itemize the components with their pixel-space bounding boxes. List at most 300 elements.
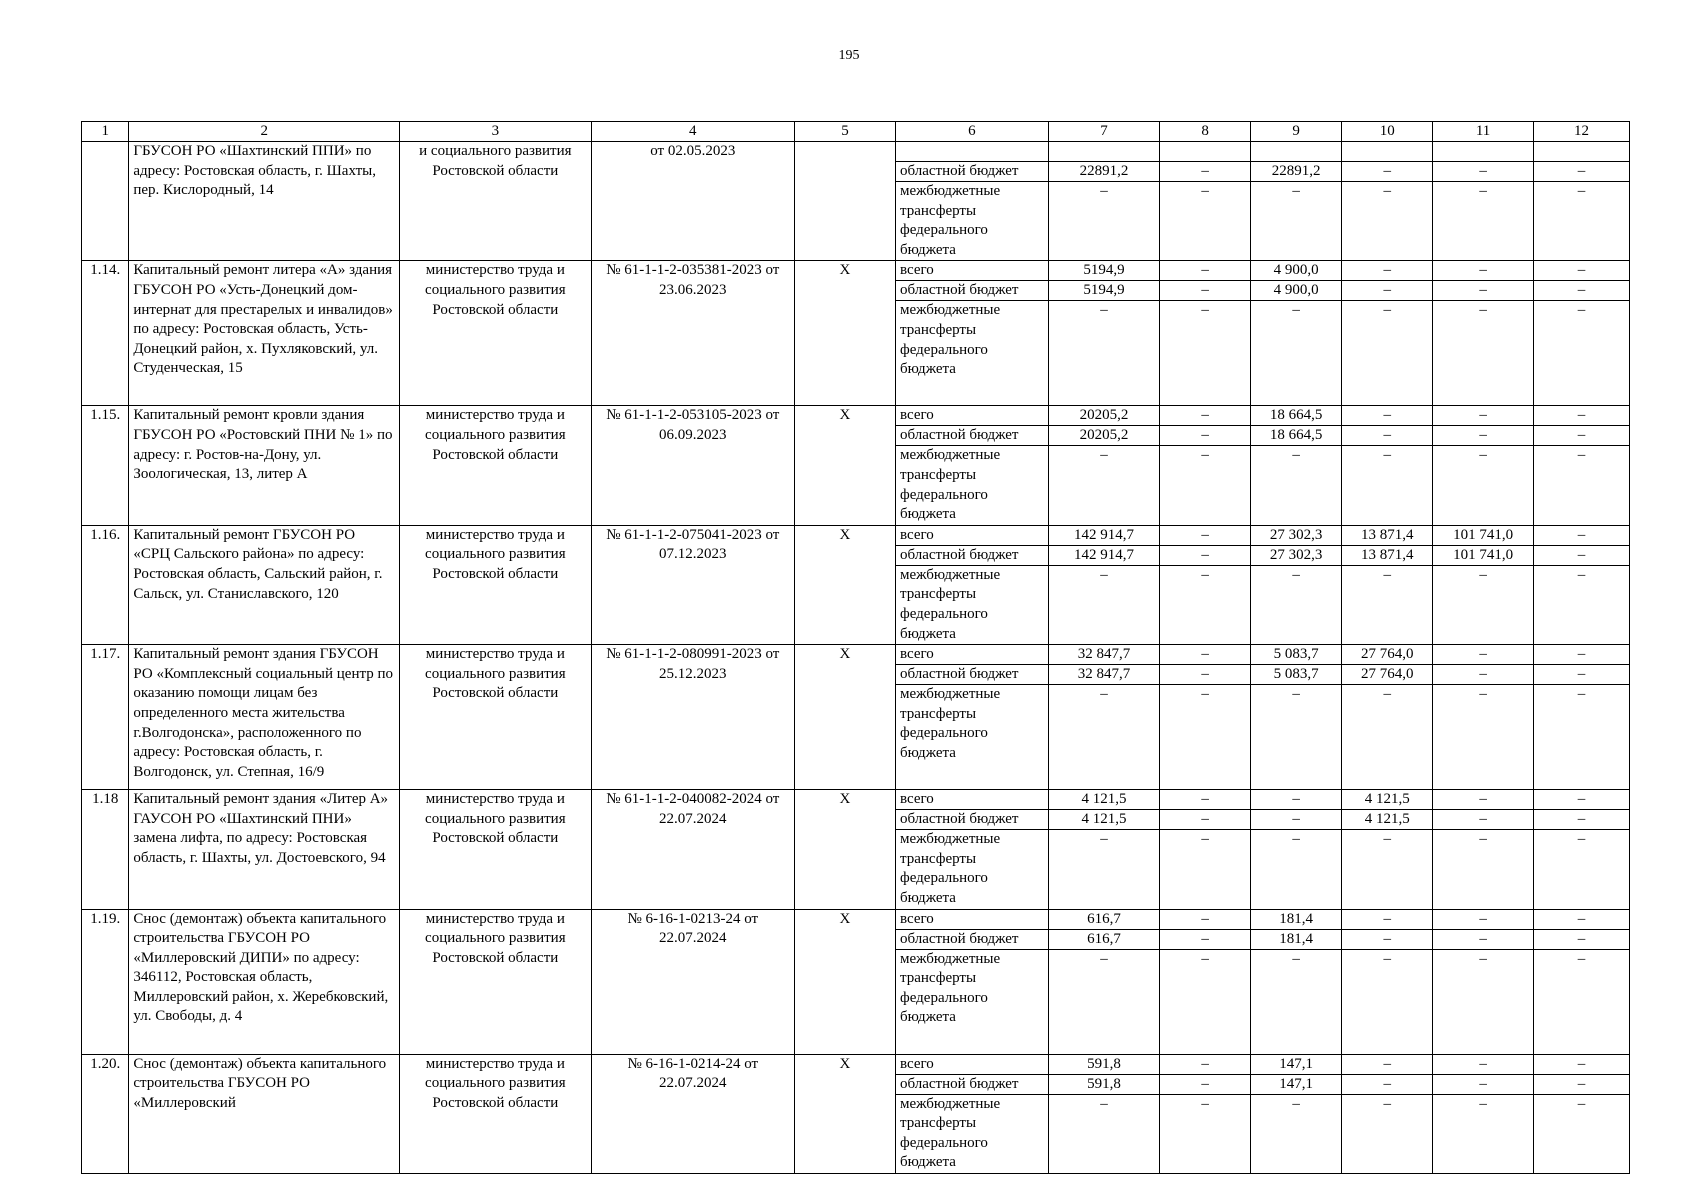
amount-value: –	[1534, 930, 1629, 950]
responsible-agency: министерство труда и социального развития Ростовской области	[400, 261, 592, 406]
amount-cell	[1433, 645, 1534, 790]
column-number: 12	[1534, 122, 1630, 142]
amount-cell	[1534, 406, 1630, 525]
amount-value: 13 871,4	[1342, 546, 1432, 566]
object-name: Капитальный ремонт литера «А» здания ГБУСОН РО «Усть-Донецкий дом-интернат для престарелых и инвалидов» по адресу: Ростовская область, Усть-Донецкий район, х. Пухляковский, ул. Студенческая, 15	[129, 261, 400, 406]
amount-value: –	[1160, 1075, 1250, 1095]
amount-value: –	[1342, 930, 1432, 950]
amount-cell	[1250, 142, 1342, 261]
amount-cell	[1534, 909, 1630, 1054]
amount-value: –	[1201, 950, 1209, 967]
amount-stack	[1251, 790, 1342, 849]
amount-stack	[1251, 1055, 1342, 1114]
column-5-mark: X	[794, 406, 895, 525]
amount-stack	[1049, 142, 1160, 201]
amount-value: –	[1577, 447, 1586, 464]
amount-value: –	[1160, 910, 1250, 930]
amount-value	[1160, 142, 1250, 162]
column-number: 9	[1250, 122, 1342, 142]
amount-stack	[1433, 790, 1533, 849]
amount-cell	[1160, 909, 1251, 1054]
amount-value: –	[1342, 1075, 1432, 1095]
amount-value: –	[1577, 950, 1586, 967]
amount-cell	[1534, 645, 1630, 790]
amount-value: 616,7	[1049, 930, 1160, 950]
amount-stack	[1433, 142, 1533, 201]
funding-source-stack	[896, 645, 1048, 763]
source-label: межбюджетные трансферты федерального бюджета	[899, 566, 1001, 642]
amount-value: –	[1201, 831, 1209, 848]
amount-value: 4 900,0	[1251, 261, 1342, 281]
source-label: межбюджетные трансферты федерального бюджета	[899, 686, 1001, 761]
amount-value: –	[1433, 162, 1533, 182]
amount-value: 4 121,5	[1049, 790, 1160, 810]
amount-cell	[1433, 1054, 1534, 1173]
amount-stack	[1433, 910, 1533, 969]
amount-value: 4 121,5	[1342, 810, 1432, 830]
amount-value: –	[1577, 183, 1586, 199]
amount-value: –	[1292, 302, 1300, 319]
amount-stack	[1342, 142, 1432, 201]
amount-stack	[1251, 910, 1342, 969]
amount-stack	[1534, 526, 1629, 585]
amount-value: –	[1479, 1095, 1487, 1112]
amount-stack	[1049, 910, 1160, 969]
document-number: № 61-1-1-2-053105-2023 от 06.09.2023	[591, 406, 794, 525]
amount-value: –	[1577, 1095, 1586, 1112]
amount-value: –	[1160, 526, 1250, 546]
column-number: 6	[895, 122, 1048, 142]
amount-value: 142 914,7	[1049, 526, 1160, 546]
amount-value: –	[1342, 281, 1432, 301]
amount-cell	[1342, 1054, 1433, 1173]
amount-stack	[1049, 645, 1160, 704]
amount-cell	[1433, 909, 1534, 1054]
amount-value: –	[1433, 426, 1533, 446]
amount-value: –	[1534, 162, 1629, 182]
amount-cell	[1250, 525, 1342, 644]
amount-stack	[1342, 910, 1432, 969]
column-number: 3	[400, 122, 592, 142]
amount-stack	[1534, 910, 1629, 969]
amount-value: –	[1160, 930, 1250, 950]
amount-value	[1049, 142, 1160, 162]
amount-value: 147,1	[1251, 1055, 1342, 1075]
amount-value: –	[1534, 790, 1629, 810]
amount-cell	[1160, 261, 1251, 406]
amount-stack	[1534, 142, 1629, 201]
amount-value: –	[1100, 447, 1108, 464]
amount-stack	[1534, 1055, 1629, 1114]
source-label: всего	[896, 790, 1048, 810]
funding-source-cell	[895, 790, 1048, 909]
responsible-agency: министерство труда и социального развития Ростовской области	[400, 790, 592, 909]
document-number: от 02.05.2023	[591, 142, 794, 261]
amount-value: –	[1433, 790, 1533, 810]
amount-value	[1433, 142, 1533, 162]
amount-value: –	[1100, 686, 1108, 703]
object-name: Капитальный ремонт здания ГБУСОН РО «Комплексный социальный центр по оказанию помощи лицам без определенного места жительства г.Волгодонска», расположенного по адресу: Ростовская область, г. Волгодонск, ул. Степная, 16/9	[129, 645, 400, 790]
amount-value: 142 914,7	[1049, 546, 1160, 566]
column-number: 10	[1342, 122, 1433, 142]
amount-value: –	[1577, 686, 1586, 703]
amount-cell	[1250, 1054, 1342, 1173]
row-number: 1.19.	[82, 909, 129, 1054]
amount-value: –	[1433, 1075, 1533, 1095]
amount-value: –	[1433, 1055, 1533, 1075]
amount-value: –	[1251, 810, 1342, 830]
amount-cell	[1048, 406, 1160, 525]
funding-source-stack	[896, 526, 1048, 644]
source-label: межбюджетные трансферты федерального бюджета	[899, 447, 1001, 523]
amount-cell	[1342, 790, 1433, 909]
amount-value: 181,4	[1251, 930, 1342, 950]
amount-stack	[1160, 142, 1250, 201]
table-row	[82, 1054, 1630, 1173]
amount-cell	[1250, 645, 1342, 790]
amount-value: –	[1534, 406, 1629, 426]
amount-stack	[1342, 645, 1432, 704]
page-number: 195	[838, 48, 860, 63]
row-number: 1.18	[82, 790, 129, 909]
amount-value: –	[1577, 831, 1586, 848]
amount-cell	[1250, 406, 1342, 525]
amount-value: –	[1342, 162, 1432, 182]
amount-stack	[1251, 526, 1342, 585]
amount-value: –	[1292, 566, 1300, 583]
responsible-agency: министерство труда и социального развития Ростовской области	[400, 525, 592, 644]
funding-source-stack	[896, 261, 1048, 379]
amount-value: –	[1292, 1095, 1300, 1112]
budget-table	[81, 121, 1630, 1174]
amount-stack	[1342, 406, 1432, 465]
amount-value: –	[1534, 665, 1629, 685]
object-name: Капитальный ремонт ГБУСОН РО «СРЦ Сальского района» по адресу: Ростовская область, Сальский район, г. Сальск, ул. Станиславского, 120	[129, 525, 400, 644]
amount-stack	[1049, 261, 1160, 320]
amount-value: –	[1160, 546, 1250, 566]
amount-cell	[1342, 645, 1433, 790]
amount-cell	[1160, 1054, 1251, 1173]
amount-value: –	[1292, 950, 1300, 967]
source-label: всего	[896, 406, 1048, 426]
amount-value: –	[1160, 1055, 1250, 1075]
amount-stack	[1342, 526, 1432, 585]
amount-stack	[1160, 261, 1250, 320]
amount-stack	[1342, 790, 1432, 849]
amount-value: –	[1534, 526, 1629, 546]
source-label: межбюджетные трансферты федерального бюджета	[899, 1095, 1001, 1171]
amount-cell	[1048, 142, 1160, 261]
amount-value: –	[1201, 183, 1209, 199]
row-number: 1.20.	[82, 1054, 129, 1173]
amount-value: –	[1433, 665, 1533, 685]
amount-cell	[1160, 406, 1251, 525]
amount-cell	[1534, 525, 1630, 644]
amount-value: –	[1342, 1055, 1432, 1075]
amount-stack	[1534, 645, 1629, 704]
source-label: межбюджетные трансферты федерального бюджета	[899, 302, 1001, 378]
amount-value: –	[1534, 1055, 1629, 1075]
document-number: № 61-1-1-2-040082-2024 от 22.07.2024	[591, 790, 794, 909]
funding-source-stack	[896, 406, 1048, 524]
amount-value: 27 302,3	[1251, 546, 1342, 566]
amount-value: 4 121,5	[1342, 790, 1432, 810]
amount-value: –	[1433, 645, 1533, 665]
responsible-agency: министерство труда и социального развития Ростовской области	[400, 645, 592, 790]
funding-source-stack	[896, 142, 1048, 260]
amount-cell	[1534, 261, 1630, 406]
amount-cell	[1160, 645, 1251, 790]
funding-source-cell	[895, 909, 1048, 1054]
amount-value: 5194,9	[1049, 261, 1160, 281]
amount-value: –	[1383, 447, 1391, 464]
amount-cell	[1342, 142, 1433, 261]
source-label: областной бюджет	[896, 426, 1048, 446]
amount-cell	[1048, 1054, 1160, 1173]
amount-value: 101 741,0	[1433, 546, 1533, 566]
object-name: Снос (демонтаж) объекта капитального строительства ГБУСОН РО «Миллеровский	[129, 1054, 400, 1173]
amount-stack	[1160, 790, 1250, 849]
amount-value: 27 302,3	[1251, 526, 1342, 546]
source-label: межбюджетные трансферты федерального бюджета	[899, 183, 1001, 258]
source-label: всего	[896, 261, 1048, 281]
amount-value: –	[1577, 302, 1586, 319]
amount-value: –	[1201, 447, 1209, 464]
funding-source-cell	[895, 142, 1048, 261]
amount-value: 18 664,5	[1251, 406, 1342, 426]
amount-stack	[1160, 645, 1250, 704]
amount-cell	[1433, 525, 1534, 644]
amount-cell	[1048, 909, 1160, 1054]
amount-stack	[1251, 142, 1342, 201]
table-row	[82, 261, 1630, 406]
amount-stack	[1534, 406, 1629, 465]
amount-value: –	[1160, 281, 1250, 301]
amount-value: 32 847,7	[1049, 665, 1160, 685]
column-5-mark: X	[794, 525, 895, 644]
source-label: всего	[896, 1055, 1048, 1075]
amount-value: –	[1100, 831, 1108, 848]
amount-cell	[1250, 909, 1342, 1054]
amount-value: –	[1534, 910, 1629, 930]
source-label: областной бюджет	[896, 546, 1048, 566]
amount-value: 5194,9	[1049, 281, 1160, 301]
amount-value: –	[1342, 261, 1432, 281]
row-number: 1.17.	[82, 645, 129, 790]
funding-source-cell	[895, 261, 1048, 406]
source-label: межбюджетные трансферты федерального бюджета	[899, 950, 1001, 1026]
amount-value	[1342, 142, 1432, 162]
amount-stack	[1160, 1055, 1250, 1114]
amount-value: –	[1534, 426, 1629, 446]
row-number	[82, 142, 129, 261]
amount-stack	[1251, 406, 1342, 465]
amount-value: –	[1100, 302, 1108, 319]
amount-value: –	[1534, 645, 1629, 665]
responsible-agency: министерство труда и социального развития Ростовской области	[400, 406, 592, 525]
column-5-mark: X	[794, 790, 895, 909]
amount-value: –	[1433, 281, 1533, 301]
amount-stack	[1251, 261, 1342, 320]
amount-value	[1534, 142, 1629, 162]
column-number: 1	[82, 122, 129, 142]
amount-value: 101 741,0	[1433, 526, 1533, 546]
table-row	[82, 406, 1630, 525]
amount-value: –	[1160, 665, 1250, 685]
amount-value: –	[1342, 426, 1432, 446]
responsible-agency: и социального развития Ростовской области	[400, 142, 592, 261]
amount-value: –	[1160, 406, 1250, 426]
column-number: 2	[129, 122, 400, 142]
amount-value: –	[1100, 183, 1108, 199]
amount-value: –	[1433, 261, 1533, 281]
amount-value: –	[1100, 1095, 1108, 1112]
amount-value: 27 764,0	[1342, 665, 1432, 685]
amount-cell	[1048, 261, 1160, 406]
amount-value: –	[1534, 546, 1629, 566]
amount-value: 22891,2	[1251, 162, 1342, 182]
funding-source-cell	[895, 406, 1048, 525]
amount-value: 4 900,0	[1251, 281, 1342, 301]
object-name: Капитальный ремонт здания «Литер А» ГАУСОН РО «Шахтинский ПНИ» замена лифта, по адресу: Ростовская область, г. Шахты, ул. Достоевского, 94	[129, 790, 400, 909]
amount-value: –	[1433, 910, 1533, 930]
amount-value: –	[1100, 950, 1108, 967]
amount-value: –	[1479, 447, 1487, 464]
amount-stack	[1049, 406, 1160, 465]
source-label: областной бюджет	[896, 162, 1048, 182]
amount-value: –	[1534, 261, 1629, 281]
amount-value: –	[1479, 686, 1487, 703]
amount-cell	[1160, 525, 1251, 644]
amount-value: 616,7	[1049, 910, 1160, 930]
amount-value: 181,4	[1251, 910, 1342, 930]
amount-value: –	[1292, 183, 1300, 199]
row-number: 1.15.	[82, 406, 129, 525]
amount-value: –	[1201, 686, 1209, 703]
funding-source-stack	[896, 910, 1048, 1028]
object-name: ГБУСОН РО «Шахтинский ППИ» по адресу: Ростовская область, г. Шахты, пер. Кислородный, 14	[129, 142, 400, 261]
amount-cell	[1342, 406, 1433, 525]
amount-value: –	[1479, 950, 1487, 967]
amount-cell	[1250, 261, 1342, 406]
amount-value: 4 121,5	[1049, 810, 1160, 830]
amount-value: 5 083,7	[1251, 665, 1342, 685]
amount-value: –	[1383, 302, 1391, 319]
source-label: всего	[896, 645, 1048, 665]
source-label: всего	[896, 910, 1048, 930]
column-number: 7	[1048, 122, 1160, 142]
amount-cell	[1160, 142, 1251, 261]
funding-source-cell	[895, 645, 1048, 790]
table-row	[82, 525, 1630, 644]
row-number: 1.14.	[82, 261, 129, 406]
source-label: областной бюджет	[896, 1075, 1048, 1095]
amount-value: 27 764,0	[1342, 645, 1432, 665]
amount-value: –	[1342, 910, 1432, 930]
source-label: всего	[896, 526, 1048, 546]
source-label: областной бюджет	[896, 665, 1048, 685]
funding-source-stack	[896, 1055, 1048, 1173]
amount-value: –	[1160, 261, 1250, 281]
amount-stack	[1534, 790, 1629, 849]
amount-cell	[1048, 525, 1160, 644]
amount-value: –	[1479, 183, 1487, 199]
amount-value: –	[1201, 302, 1209, 319]
amount-value: –	[1479, 566, 1487, 583]
column-number: 11	[1433, 122, 1534, 142]
amount-cell	[1160, 790, 1251, 909]
document-number: № 61-1-1-2-080991-2023 от 25.12.2023	[591, 645, 794, 790]
source-label: областной бюджет	[896, 281, 1048, 301]
responsible-agency: министерство труда и социального развития Ростовской области	[400, 909, 592, 1054]
amount-value: –	[1577, 566, 1586, 583]
amount-value: –	[1383, 831, 1391, 848]
amount-value: –	[1160, 810, 1250, 830]
amount-stack	[1049, 1055, 1160, 1114]
amount-cell	[1433, 406, 1534, 525]
amount-value: 20205,2	[1049, 406, 1160, 426]
amount-value: 147,1	[1251, 1075, 1342, 1095]
amount-stack	[1049, 526, 1160, 585]
amount-cell	[1342, 909, 1433, 1054]
funding-source-stack	[896, 790, 1048, 908]
amount-value: –	[1534, 281, 1629, 301]
amount-value: 13 871,4	[1342, 526, 1432, 546]
source-label: областной бюджет	[896, 930, 1048, 950]
row-number: 1.16.	[82, 525, 129, 644]
amount-value: 591,8	[1049, 1055, 1160, 1075]
amount-value: –	[1251, 790, 1342, 810]
source-label: межбюджетные трансферты федерального бюджета	[899, 831, 1001, 906]
amount-value: –	[1383, 950, 1391, 967]
amount-value: –	[1479, 831, 1487, 848]
object-name: Снос (демонтаж) объекта капитального строительства ГБУСОН РО «Миллеровский ДИПИ» по адресу: 346112, Ростовская область, Миллеровский район, х. Жеребковский, ул. Свободы, д. 4	[129, 909, 400, 1054]
document-number: № 6-16-1-0214-24 от 22.07.2024	[591, 1054, 794, 1173]
amount-value: –	[1433, 810, 1533, 830]
amount-cell	[1342, 261, 1433, 406]
document-number: № 6-16-1-0213-24 от 22.07.2024	[591, 909, 794, 1054]
column-5-mark: X	[794, 261, 895, 406]
document-number: № 61-1-1-2-075041-2023 от 07.12.2023	[591, 525, 794, 644]
amount-value: –	[1433, 406, 1533, 426]
amount-stack	[1049, 790, 1160, 849]
amount-value: –	[1201, 566, 1209, 583]
amount-cell	[1048, 645, 1160, 790]
amount-value: 18 664,5	[1251, 426, 1342, 446]
amount-stack	[1160, 406, 1250, 465]
amount-value: –	[1342, 406, 1432, 426]
amount-value: 22891,2	[1049, 162, 1160, 182]
amount-value: –	[1383, 686, 1391, 703]
amount-value: –	[1292, 447, 1300, 464]
funding-source-cell	[895, 1054, 1048, 1173]
amount-value: –	[1160, 645, 1250, 665]
responsible-agency: министерство труда и социального развития Ростовской области	[400, 1054, 592, 1173]
amount-value: 5 083,7	[1251, 645, 1342, 665]
amount-value: 591,8	[1049, 1075, 1160, 1095]
amount-value: –	[1160, 426, 1250, 446]
amount-value: –	[1160, 790, 1250, 810]
amount-value: 32 847,7	[1049, 645, 1160, 665]
amount-cell	[1433, 790, 1534, 909]
table-row	[82, 790, 1630, 909]
column-number-row	[82, 122, 1630, 142]
amount-stack	[1342, 261, 1432, 320]
amount-value: –	[1383, 183, 1391, 199]
amount-value: –	[1292, 686, 1300, 703]
amount-value: –	[1534, 1075, 1629, 1095]
amount-value: –	[1479, 302, 1487, 319]
